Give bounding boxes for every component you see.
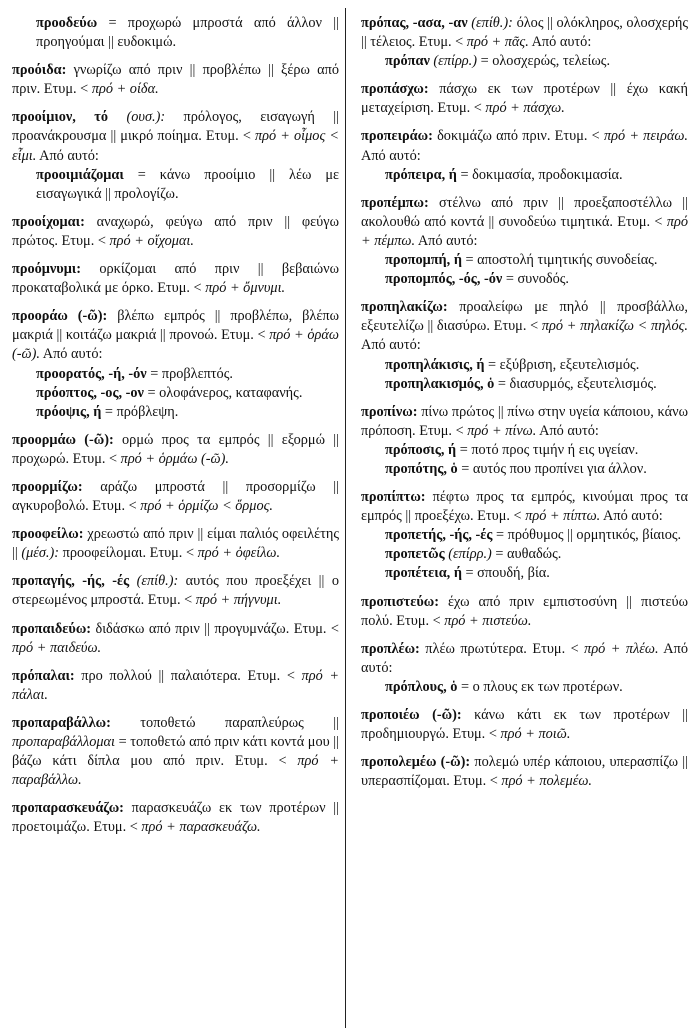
derived-definition: = προβλεπτός.: [146, 365, 233, 382]
derived-intro: Από αυτό:: [361, 147, 421, 164]
entry-definition: [361, 80, 688, 118]
dictionary-entry-propolemeo: [361, 753, 688, 791]
part-of-speech: (επίρρ.): [444, 546, 492, 563]
entry-headword: προπηλακίζω:: [361, 299, 448, 316]
derived-headword: προπηλακισμός, ὁ: [385, 375, 495, 392]
derived-definition: = συνοδός.: [502, 271, 569, 288]
entry-headword: προπλέω:: [361, 640, 420, 657]
entry-definition: [361, 753, 688, 791]
etymology: πρό + πάλαι.: [12, 667, 339, 703]
etymology: πρό + οἶμος < εἶμι.: [12, 128, 339, 164]
entry-headword: πρόπας, -ασα, -αν: [361, 15, 468, 31]
entry-definition: [12, 108, 339, 165]
etymology: πρό + πιστεύω.: [444, 612, 532, 629]
derived-definition: = ποτό προς τιμήν ή εις υγείαν.: [456, 441, 639, 458]
etymology: πρό + ὁρμάω (-ῶ).: [120, 450, 229, 467]
derived-definition: = κάνω προοίμιο || λέω με εισαγωγικά || προλογίζω.: [36, 166, 339, 202]
entry-headword: προπαιδεύω:: [12, 620, 92, 637]
derived-intro: Από αυτό:: [361, 337, 421, 354]
definition-text: προαλείφω με πηλό || προσβάλλω, εξευτελίζω || διασύρω. Ετυμ. <: [361, 299, 688, 335]
definition-italic: προπαραβάλλομαι: [12, 734, 116, 750]
derived-definition: = ο πλους εκ των προτέρων.: [457, 678, 623, 695]
derived-definition: = πρόβλεψη.: [101, 403, 179, 420]
derived-entry: [361, 460, 688, 479]
derived-entry: [361, 356, 688, 375]
definition-text: ορμώ προς τα εμπρός || εξορμώ || προχωρώ. Ετυμ. <: [12, 431, 339, 467]
part-of-speech: (επίρρ.): [429, 53, 478, 70]
derived-entry: [361, 166, 688, 185]
etymology: πρό + πάσχω.: [485, 100, 565, 117]
derived-definition: = αυτός που προπίνει για άλλον.: [457, 460, 647, 477]
derived-headword: πρόπλους, ὁ: [385, 678, 458, 695]
definition-text: διδάσκω από πριν || προγυμνάζω. Ετυμ. <: [91, 620, 339, 637]
entry-headword: προπίνω:: [361, 403, 418, 420]
derived-headword: πρόπειρα, ή: [385, 166, 457, 183]
derived-headword: προπέτεια, ή: [385, 565, 462, 582]
derived-intro: Από αυτό:: [361, 640, 688, 676]
entry-definition: [361, 127, 688, 165]
entry-headword: προπαραβάλλω:: [12, 714, 111, 731]
entry-definition: [361, 403, 688, 441]
dictionary-entry-prooichomai: [12, 213, 339, 251]
etymology: πρό + ὁρμίζω < ὅρμος.: [140, 498, 273, 515]
definition-text: πίνω πρώτος || πίνω στην υγεία κάποιου, κάνω πρόποση. Ετυμ. <: [361, 403, 688, 439]
dictionary-entry-propalai: [12, 667, 339, 705]
dictionary-entry-propisteuo: [361, 593, 688, 631]
entry-headword: προπαρασκευάζω:: [12, 800, 124, 817]
dictionary-entry-proormizo: [12, 478, 339, 516]
etymology: πρό + παραβάλλω.: [12, 753, 339, 789]
definition-text: = προχωρώ μπροστά από άλλον || προηγούμαι || ευδοκιμώ.: [36, 15, 339, 51]
etymology: πρό + πᾶς.: [466, 34, 529, 51]
definition-text: πρόλογος, εισαγωγή || προανάκρουσμα || μικρό ποίημα. Ετυμ. <: [12, 109, 339, 145]
dictionary-entry-prooorao: [12, 307, 339, 422]
definition-text: γνωρίζω από πριν || προβλέπω || ξέρω από πριν. Ετυμ. <: [12, 62, 339, 98]
dictionary-entry-propas: [361, 14, 688, 71]
etymology: πρό + οίδα.: [91, 81, 159, 98]
dictionary-entry-propipto: [361, 488, 688, 583]
definition-text-continued: προοφείλομαι. Ετυμ. <: [59, 545, 198, 562]
derived-entry: [361, 441, 688, 460]
dictionary-entry-proomnymi: [12, 260, 339, 298]
definition-text: βλέπω εμπρός || προβλέπω, βλέπω μακριά || κοιτάζω μακριά || προνοώ. Ετυμ. <: [12, 308, 339, 344]
definition-text: αναχωρώ, φεύγω από πριν || φεύγω πρώτος. Ετυμ. <: [12, 213, 339, 249]
derived-intro: Από αυτό:: [36, 147, 99, 164]
definition-text: αυτός που προεξέχει || ο στερεωμένος μπροστά. Ετυμ. <: [12, 573, 339, 609]
etymology: πρό + πλέω.: [584, 640, 659, 657]
entry-headword: προπάσχω:: [361, 81, 429, 98]
etymology: πρό + πηλακίζω < πηλός.: [541, 318, 688, 335]
entry-headword: προοράω (-ῶ):: [12, 308, 108, 325]
definition-text: προ πολλού || παλαιότερα. Ετυμ. <: [74, 667, 302, 684]
entry-headword: προόιδα:: [12, 62, 67, 79]
etymology: πρό + οἴχομαι.: [109, 232, 194, 249]
derived-intro: Από αυτό:: [528, 34, 592, 51]
derived-intro: Από αυτό:: [39, 346, 103, 363]
entry-definition: [361, 194, 688, 251]
etymology: πρό + πειράω.: [603, 128, 688, 145]
entry-definition: [12, 525, 339, 563]
dictionary-entry-propoieo: [361, 706, 688, 744]
definition-text: δοκιμάζω από πριν. Ετυμ. <: [432, 128, 604, 145]
dictionary-entry-prooimion: [12, 108, 339, 203]
definition-text: χρεωστώ από πριν || είμαι παλιός οφειλέτης ||: [12, 526, 339, 562]
etymology: πρό + παιδεύω.: [12, 639, 102, 656]
derived-headword: προπομπή, ή: [385, 252, 462, 269]
derived-entry: [12, 384, 339, 403]
definition-text: πλέω πρωτύτερα. Ετυμ. <: [419, 640, 585, 657]
definition-text: ορκίζομαι από πριν || βεβαιώνω προκαταβολικά με όρκο. Ετυμ. <: [12, 261, 339, 297]
entry-headword: προπολεμέω (-ῶ):: [361, 754, 471, 771]
dictionary-entry-prooida: [12, 61, 339, 99]
derived-definition: = αποστολή τιμητικής συνοδείας.: [461, 252, 658, 269]
entry-definition: [361, 298, 688, 355]
dictionary-entry-proparavallo: [12, 714, 339, 790]
derived-definition: = αυθαδώς.: [491, 546, 562, 563]
etymology: πρό + ὁράω (-ῶ).: [12, 327, 339, 363]
entry-headword: προόμνυμι:: [12, 261, 81, 278]
left-column: [12, 14, 339, 846]
derived-entry: [12, 403, 339, 422]
derived-headword: προορατός, -ή, -όν: [36, 365, 147, 382]
derived-intro: Από αυτό:: [536, 422, 599, 439]
derived-entry: [12, 365, 339, 384]
derived-entry: [12, 166, 339, 204]
definition-text: πολεμώ υπέρ κάποιου, υπερασπίζω || υπερασπίζομαι. Ετυμ. <: [361, 754, 688, 790]
dictionary-entry-propascho: [361, 80, 688, 118]
entry-headword: προορμάω (-ῶ):: [12, 431, 114, 448]
derived-definition: = ολοσχερώς, τελείως.: [477, 53, 611, 70]
entry-definition: [12, 14, 339, 52]
entry-definition: [12, 714, 339, 790]
entry-definition: [12, 431, 339, 469]
definition-text: πάσχω εκ των προτέρων || έχω κακή μεταχείριση. Ετυμ. <: [361, 81, 688, 117]
etymology: πρό + πήγνυμι.: [195, 592, 282, 609]
dictionary-entry-propilakizo: [361, 298, 688, 393]
part-of-speech: (επίθ.):: [467, 15, 513, 31]
derived-headword: προπετής, -ής, -ές: [385, 527, 493, 544]
dictionary-entry-propleo: [361, 640, 688, 697]
definition-text: παρασκευάζω εκ των προτέρων || προετοιμάζω. Ετυμ. <: [12, 800, 339, 836]
dictionary-entry-propagis: [12, 572, 339, 610]
entry-headword: προορμίζω:: [12, 478, 83, 495]
part-of-speech: (επίθ.):: [129, 573, 179, 590]
entry-definition: [12, 478, 339, 516]
derived-headword: πρόοψις, ή: [36, 403, 102, 420]
derived-entry: [361, 251, 688, 270]
etymology: πρό + πίνω.: [467, 422, 537, 439]
dictionary-entry-proodeuo: [12, 14, 339, 52]
dictionary-entry-proopheilo: [12, 525, 339, 563]
entry-definition: [12, 213, 339, 251]
dictionary-entry-propempo: [361, 194, 688, 289]
entry-headword: προπιστεύω:: [361, 593, 440, 610]
derived-definition: = πρόθυμος || ορμητικός, βίαιος.: [492, 527, 682, 544]
entry-definition: [12, 260, 339, 298]
dictionary-entry-propaideuo: [12, 620, 339, 658]
part-of-speech: (ουσ.):: [108, 109, 166, 126]
entry-headword: προπαγής, -ής, -ές: [12, 573, 130, 590]
derived-headword: προπετῶς: [385, 546, 445, 563]
definition-text: κάνω κάτι εκ των προτέρων || προδημιουργώ. Ετυμ. <: [361, 707, 688, 743]
derived-intro: Από αυτό:: [415, 232, 478, 249]
entry-headword: προπειράω:: [361, 128, 433, 145]
derived-entry: [361, 375, 688, 394]
derived-definition: = δοκιμασία, προδοκιμασία.: [456, 166, 623, 183]
definition-text: όλος || ολόκληρος, ολοσχερής || τέλειος. Ετυμ. <: [361, 15, 688, 51]
entry-headword: προοφείλω:: [12, 526, 84, 543]
definition-text: αράζω μπροστά || προσορμίζω || αγκυροβολώ. Ετυμ. <: [12, 478, 339, 515]
entry-definition: [12, 620, 339, 658]
etymology: πρό + πίπτω.: [525, 508, 601, 525]
definition-italic: (μέσ.):: [21, 545, 60, 562]
definition-text: πέφτω προς τα εμπρός, κινούμαι προς τα εμπρός || προεξέχω. Ετυμ. <: [361, 489, 688, 525]
entry-definition: [12, 307, 339, 364]
derived-headword: προπομπός, -ός, -όν: [385, 271, 503, 288]
derived-definition: = ολοφάνερος, καταφανής.: [143, 384, 303, 401]
definition-text: στέλνω από πριν || προεξαποστέλλω || ακολουθώ από κοντά || συνοδεύω τιμητικά. Ετυμ. <: [361, 194, 688, 230]
entry-headword: προποιέω (-ῶ):: [361, 707, 462, 723]
derived-headword: πρόπαν: [385, 53, 430, 70]
derived-intro: Από αυτό:: [600, 508, 663, 525]
entry-definition: [361, 593, 688, 631]
entry-headword: προοίμιον, τό: [12, 109, 109, 126]
dictionary-entry-proparaskeuazo: [12, 799, 339, 837]
etymology: πρό + ὄμνυμι.: [205, 280, 286, 297]
derived-entry: [361, 545, 688, 564]
derived-definition: = διασυρμός, εξευτελισμός.: [494, 375, 657, 392]
entry-definition: [361, 488, 688, 526]
column-divider: [345, 8, 346, 1028]
derived-entry: [361, 52, 688, 71]
derived-entry: [361, 526, 688, 545]
definition-text: έχω από πριν εμπιστοσύνη || πιστεύω πολύ. Ετυμ. <: [361, 593, 688, 629]
derived-definition: = σπουδή, βία.: [461, 565, 550, 582]
dictionary-entry-propeirao: [361, 127, 688, 184]
entry-definition: [12, 572, 339, 610]
entry-definition: [12, 799, 339, 837]
entry-definition: [12, 667, 339, 705]
entry-definition: [361, 14, 688, 52]
derived-entry: [361, 564, 688, 583]
derived-definition: = εξύβριση, εξευτελισμός.: [484, 356, 640, 373]
derived-headword: πρόοπτος, -ος, -ον: [36, 384, 144, 401]
entry-definition: [12, 61, 339, 99]
right-column: [361, 14, 688, 800]
etymology: πρό + παρασκευάζω.: [141, 819, 261, 836]
entry-headword: πρόπαλαι:: [12, 667, 75, 684]
definition-text-continued: = τοποθετώ από πριν κάτι κοντά μου || βάζω κάτι δίπλα μου από πριν. Ετυμ. <: [12, 734, 339, 770]
etymology: πρό + ποιῶ.: [500, 726, 571, 743]
entry-headword: προπέμπω:: [361, 194, 429, 211]
entry-definition: [361, 640, 688, 678]
entry-headword: προοδεύω: [36, 15, 98, 31]
dictionary-entry-proormao: [12, 431, 339, 469]
entry-headword: προοίχομαι:: [12, 213, 85, 230]
entry-definition: [361, 706, 688, 744]
entry-headword: προπίπτω:: [361, 489, 426, 506]
derived-headword: προπότης, ὁ: [385, 460, 458, 477]
dictionary-entry-propino: [361, 403, 688, 479]
definition-text: τοποθετώ παραπλεύρως ||: [110, 714, 339, 731]
derived-entry: [361, 678, 688, 697]
etymology: πρό + ὀφείλω.: [197, 545, 281, 562]
derived-headword: προπηλάκισις, ή: [385, 356, 485, 373]
etymology: πρό + πολεμέω.: [501, 773, 592, 790]
etymology: πρό + πέμπω.: [361, 213, 688, 249]
derived-headword: προοιμιάζομαι: [36, 166, 124, 183]
derived-headword: πρόποσις, ή: [385, 441, 457, 458]
derived-entry: [361, 270, 688, 289]
